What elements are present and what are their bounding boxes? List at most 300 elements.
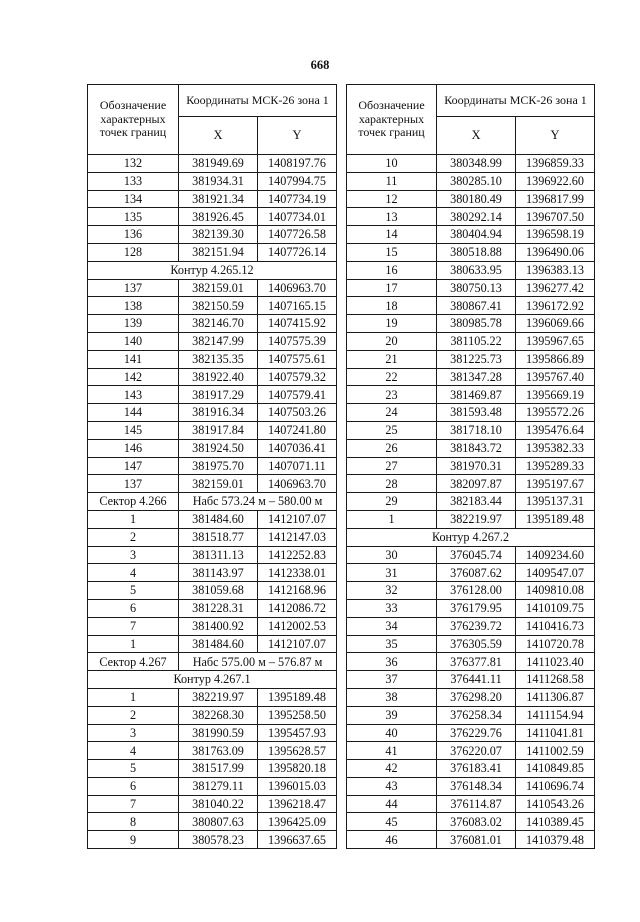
x-coordinate-cell: 380404.94 xyxy=(437,226,516,244)
x-coordinate-cell: 381279.11 xyxy=(179,777,258,795)
x-coordinate-cell: 376183.41 xyxy=(437,760,516,778)
point-id-cell: 145 xyxy=(88,421,179,439)
x-coordinate-cell: 380292.14 xyxy=(437,208,516,226)
table-row xyxy=(347,297,595,315)
table-row xyxy=(347,688,595,706)
y-coordinate-cell: 1410416.73 xyxy=(516,617,595,635)
contour-row xyxy=(347,528,595,546)
point-id-cell: 19 xyxy=(347,315,437,333)
x-column-header: X xyxy=(437,117,516,155)
y-coordinate-cell: 1396598.19 xyxy=(516,226,595,244)
table-row xyxy=(88,831,337,849)
y-coordinate-cell: 1395189.48 xyxy=(258,688,337,706)
point-id-cell: 3 xyxy=(88,546,179,564)
table-row xyxy=(88,795,337,813)
y-coordinate-cell: 1395669.19 xyxy=(516,386,595,404)
point-id-cell: 31 xyxy=(347,564,437,582)
x-coordinate-cell: 381922.40 xyxy=(179,368,258,386)
x-column-header: X xyxy=(179,117,258,155)
point-id-cell: 140 xyxy=(88,332,179,350)
x-coordinate-cell: 381518.77 xyxy=(179,528,258,546)
y-coordinate-cell: 1396859.33 xyxy=(516,155,595,173)
point-id-cell: 28 xyxy=(347,475,437,493)
point-id-cell: 13 xyxy=(347,208,437,226)
y-coordinate-cell: 1396637.65 xyxy=(258,831,337,849)
x-coordinate-cell: 381400.92 xyxy=(179,617,258,635)
table-row xyxy=(347,279,595,297)
point-id-cell: 146 xyxy=(88,439,179,457)
y-coordinate-cell: 1407579.32 xyxy=(258,368,337,386)
y-coordinate-cell: 1395572.26 xyxy=(516,404,595,422)
point-id-cell: 135 xyxy=(88,208,179,226)
y-coordinate-cell: 1407165.15 xyxy=(258,297,337,315)
point-id-cell: 136 xyxy=(88,226,179,244)
y-coordinate-cell: 1395197.67 xyxy=(516,475,595,493)
y-coordinate-cell: 1396490.06 xyxy=(516,243,595,261)
x-coordinate-cell: 382159.01 xyxy=(179,279,258,297)
point-id-cell: 37 xyxy=(347,671,437,689)
y-coordinate-cell: 1412338.01 xyxy=(258,564,337,582)
x-coordinate-cell: 381347.28 xyxy=(437,368,516,386)
y-coordinate-cell: 1411002.59 xyxy=(516,742,595,760)
x-coordinate-cell: 382147.99 xyxy=(179,332,258,350)
point-designation-header: Обозначение характерных точек границ xyxy=(88,85,179,155)
table-row xyxy=(88,439,337,457)
x-coordinate-cell: 382150.59 xyxy=(179,297,258,315)
x-coordinate-cell: 380633.95 xyxy=(437,261,516,279)
y-coordinate-cell: 1406963.70 xyxy=(258,475,337,493)
coordinates-table-right xyxy=(346,84,595,849)
point-id-cell: 4 xyxy=(88,564,179,582)
y-coordinate-cell: 1407503.26 xyxy=(258,404,337,422)
contour-row xyxy=(88,261,337,279)
y-coordinate-cell: 1409234.60 xyxy=(516,546,595,564)
point-id-cell: 10 xyxy=(347,155,437,173)
x-coordinate-cell: 376087.62 xyxy=(437,564,516,582)
point-id-cell: 43 xyxy=(347,777,437,795)
y-coordinate-cell: 1395137.31 xyxy=(516,493,595,511)
y-coordinate-cell: 1407575.39 xyxy=(258,332,337,350)
table-body-right xyxy=(347,155,595,849)
y-coordinate-cell: 1412252.83 xyxy=(258,546,337,564)
x-coordinate-cell: 376298.20 xyxy=(437,688,516,706)
sector-label: Сектор 4.266 xyxy=(88,493,179,511)
y-coordinate-cell: 1395476.64 xyxy=(516,421,595,439)
point-id-cell: 7 xyxy=(88,795,179,813)
table-row xyxy=(347,742,595,760)
point-id-cell: 132 xyxy=(88,155,179,173)
x-coordinate-cell: 382139.30 xyxy=(179,226,258,244)
y-coordinate-cell: 1395767.40 xyxy=(516,368,595,386)
point-id-cell: 33 xyxy=(347,599,437,617)
table-row xyxy=(88,421,337,439)
y-coordinate-cell: 1407071.11 xyxy=(258,457,337,475)
y-coordinate-cell: 1396172.92 xyxy=(516,297,595,315)
y-coordinate-cell: 1407415.92 xyxy=(258,315,337,333)
y-column-header: Y xyxy=(258,117,337,155)
table-row xyxy=(88,724,337,742)
point-id-cell: 35 xyxy=(347,635,437,653)
table-row xyxy=(88,350,337,368)
x-coordinate-cell: 381225.73 xyxy=(437,350,516,368)
x-coordinate-cell: 381517.99 xyxy=(179,760,258,778)
table-row xyxy=(347,599,595,617)
x-coordinate-cell: 381949.69 xyxy=(179,155,258,173)
table-row xyxy=(88,635,337,653)
x-coordinate-cell: 381228.31 xyxy=(179,599,258,617)
table-row xyxy=(88,564,337,582)
table-row xyxy=(88,813,337,831)
table-row xyxy=(88,243,337,261)
y-coordinate-cell: 1411023.40 xyxy=(516,653,595,671)
page-number: 668 xyxy=(310,58,330,72)
table-row xyxy=(347,635,595,653)
y-coordinate-cell: 1396922.60 xyxy=(516,172,595,190)
y-coordinate-cell: 1410543.26 xyxy=(516,795,595,813)
x-coordinate-cell: 382097.87 xyxy=(437,475,516,493)
sector-row xyxy=(88,653,337,671)
x-coordinate-cell: 381593.48 xyxy=(437,404,516,422)
table-row xyxy=(347,261,595,279)
point-id-cell: 32 xyxy=(347,582,437,600)
point-id-cell: 29 xyxy=(347,493,437,511)
x-coordinate-cell: 376148.34 xyxy=(437,777,516,795)
table-row xyxy=(347,226,595,244)
y-coordinate-cell: 1410849.85 xyxy=(516,760,595,778)
x-coordinate-cell: 381143.97 xyxy=(179,564,258,582)
point-id-cell: 15 xyxy=(347,243,437,261)
point-id-cell: 45 xyxy=(347,813,437,831)
table-body-left xyxy=(88,155,337,849)
y-coordinate-cell: 1396277.42 xyxy=(516,279,595,297)
table-row xyxy=(347,493,595,511)
y-coordinate-cell: 1396015.03 xyxy=(258,777,337,795)
x-coordinate-cell: 381970.31 xyxy=(437,457,516,475)
point-id-cell: 38 xyxy=(347,688,437,706)
point-id-cell: 39 xyxy=(347,706,437,724)
y-coordinate-cell: 1407036.41 xyxy=(258,439,337,457)
table-row xyxy=(347,582,595,600)
table-row xyxy=(88,777,337,795)
y-coordinate-cell: 1407241.80 xyxy=(258,421,337,439)
table-row xyxy=(88,617,337,635)
x-coordinate-cell: 382183.44 xyxy=(437,493,516,511)
y-coordinate-cell: 1412086.72 xyxy=(258,599,337,617)
table-row xyxy=(347,172,595,190)
x-coordinate-cell: 381718.10 xyxy=(437,421,516,439)
point-id-cell: 7 xyxy=(88,617,179,635)
table-row xyxy=(88,155,337,173)
y-coordinate-cell: 1406963.70 xyxy=(258,279,337,297)
point-id-cell: 6 xyxy=(88,777,179,795)
table-row xyxy=(88,172,337,190)
point-id-cell: 1 xyxy=(88,510,179,528)
table-row xyxy=(347,546,595,564)
table-row xyxy=(88,582,337,600)
x-coordinate-cell: 376128.00 xyxy=(437,582,516,600)
point-id-cell: 20 xyxy=(347,332,437,350)
y-coordinate-cell: 1396069.66 xyxy=(516,315,595,333)
x-coordinate-cell: 376083.02 xyxy=(437,813,516,831)
point-id-cell: 3 xyxy=(88,724,179,742)
x-coordinate-cell: 376258.34 xyxy=(437,706,516,724)
point-id-cell: 4 xyxy=(88,742,179,760)
y-coordinate-cell: 1396707.50 xyxy=(516,208,595,226)
y-coordinate-cell: 1395258.50 xyxy=(258,706,337,724)
y-coordinate-cell: 1408197.76 xyxy=(258,155,337,173)
point-id-cell: 27 xyxy=(347,457,437,475)
table-row xyxy=(88,599,337,617)
point-id-cell: 30 xyxy=(347,546,437,564)
point-id-cell: 1 xyxy=(347,510,437,528)
x-coordinate-cell: 380750.13 xyxy=(437,279,516,297)
table-row xyxy=(347,315,595,333)
point-id-cell: 12 xyxy=(347,190,437,208)
point-id-cell: 147 xyxy=(88,457,179,475)
coordinates-table-left xyxy=(87,84,337,849)
table-row xyxy=(88,742,337,760)
table-row xyxy=(347,386,595,404)
y-coordinate-cell: 1395820.18 xyxy=(258,760,337,778)
table-row xyxy=(88,546,337,564)
point-id-cell: 17 xyxy=(347,279,437,297)
y-coordinate-cell: 1412168.96 xyxy=(258,582,337,600)
point-id-cell: 142 xyxy=(88,368,179,386)
point-id-cell: 5 xyxy=(88,760,179,778)
point-id-cell: 141 xyxy=(88,350,179,368)
point-id-cell: 16 xyxy=(347,261,437,279)
x-coordinate-cell: 381921.34 xyxy=(179,190,258,208)
y-coordinate-cell: 1410379.48 xyxy=(516,831,595,849)
table-row xyxy=(88,315,337,333)
point-id-cell: 133 xyxy=(88,172,179,190)
x-coordinate-cell: 381917.29 xyxy=(179,386,258,404)
y-coordinate-cell: 1407579.41 xyxy=(258,386,337,404)
table-row xyxy=(347,190,595,208)
point-id-cell: 11 xyxy=(347,172,437,190)
y-coordinate-cell: 1411154.94 xyxy=(516,706,595,724)
table-row xyxy=(88,226,337,244)
x-coordinate-cell: 381916.34 xyxy=(179,404,258,422)
y-coordinate-cell: 1411306.87 xyxy=(516,688,595,706)
x-coordinate-cell: 381917.84 xyxy=(179,421,258,439)
table-row xyxy=(88,760,337,778)
point-id-cell: 44 xyxy=(347,795,437,813)
y-coordinate-cell: 1411041.81 xyxy=(516,724,595,742)
point-id-cell: 137 xyxy=(88,279,179,297)
x-coordinate-cell: 380180.49 xyxy=(437,190,516,208)
y-coordinate-cell: 1407734.01 xyxy=(258,208,337,226)
y-coordinate-cell: 1410720.78 xyxy=(516,635,595,653)
point-id-cell: 9 xyxy=(88,831,179,849)
contour-row xyxy=(88,671,337,689)
x-coordinate-cell: 381990.59 xyxy=(179,724,258,742)
table-row xyxy=(88,510,337,528)
y-coordinate-cell: 1410109.75 xyxy=(516,599,595,617)
point-id-cell: 1 xyxy=(88,635,179,653)
table-row xyxy=(88,706,337,724)
point-id-cell: 34 xyxy=(347,617,437,635)
contour-label: Контур 4.267.2 xyxy=(347,528,595,546)
table-row xyxy=(347,813,595,831)
y-coordinate-cell: 1412107.07 xyxy=(258,635,337,653)
x-coordinate-cell: 381311.13 xyxy=(179,546,258,564)
elevation-range: Набс 573.24 м – 580.00 м xyxy=(179,493,337,511)
x-coordinate-cell: 382219.97 xyxy=(179,688,258,706)
x-coordinate-cell: 381763.09 xyxy=(179,742,258,760)
sector-label: Сектор 4.267 xyxy=(88,653,179,671)
elevation-range: Набс 575.00 м – 576.87 м xyxy=(179,653,337,671)
y-coordinate-cell: 1395457.93 xyxy=(258,724,337,742)
y-coordinate-cell: 1412002.53 xyxy=(258,617,337,635)
table-row xyxy=(347,760,595,778)
table-row xyxy=(347,332,595,350)
y-coordinate-cell: 1396383.13 xyxy=(516,261,595,279)
table-row xyxy=(347,368,595,386)
y-column-header: Y xyxy=(516,117,595,155)
table-row xyxy=(347,421,595,439)
table-row xyxy=(88,386,337,404)
table-row xyxy=(347,243,595,261)
x-coordinate-cell: 382159.01 xyxy=(179,475,258,493)
contour-label: Контур 4.265.12 xyxy=(88,261,337,279)
x-coordinate-cell: 380518.88 xyxy=(437,243,516,261)
table-row xyxy=(88,404,337,422)
table-row xyxy=(347,475,595,493)
point-designation-header: Обозначение характерных точек границ xyxy=(347,85,437,155)
y-coordinate-cell: 1395866.89 xyxy=(516,350,595,368)
table-row xyxy=(347,439,595,457)
point-id-cell: 21 xyxy=(347,350,437,368)
x-coordinate-cell: 380807.63 xyxy=(179,813,258,831)
x-coordinate-cell: 376179.95 xyxy=(437,599,516,617)
table-row xyxy=(347,208,595,226)
table-row xyxy=(88,528,337,546)
y-coordinate-cell: 1395189.48 xyxy=(516,510,595,528)
y-coordinate-cell: 1410389.45 xyxy=(516,813,595,831)
y-coordinate-cell: 1407575.61 xyxy=(258,350,337,368)
point-id-cell: 26 xyxy=(347,439,437,457)
x-coordinate-cell: 381040.22 xyxy=(179,795,258,813)
point-id-cell: 139 xyxy=(88,315,179,333)
point-id-cell: 25 xyxy=(347,421,437,439)
x-coordinate-cell: 380578.23 xyxy=(179,831,258,849)
x-coordinate-cell: 381975.70 xyxy=(179,457,258,475)
y-coordinate-cell: 1407726.58 xyxy=(258,226,337,244)
y-coordinate-cell: 1410696.74 xyxy=(516,777,595,795)
y-coordinate-cell: 1395967.65 xyxy=(516,332,595,350)
x-coordinate-cell: 381059.68 xyxy=(179,582,258,600)
x-coordinate-cell: 381924.50 xyxy=(179,439,258,457)
table-row xyxy=(347,457,595,475)
table-row xyxy=(88,279,337,297)
x-coordinate-cell: 381105.22 xyxy=(437,332,516,350)
point-id-cell: 144 xyxy=(88,404,179,422)
x-coordinate-cell: 376045.74 xyxy=(437,546,516,564)
table-row xyxy=(347,795,595,813)
x-coordinate-cell: 381484.60 xyxy=(179,635,258,653)
coordinate-system-header: Координаты МСК-26 зона 1 xyxy=(437,85,595,117)
y-coordinate-cell: 1412147.03 xyxy=(258,528,337,546)
x-coordinate-cell: 376081.01 xyxy=(437,831,516,849)
point-id-cell: 138 xyxy=(88,297,179,315)
point-id-cell: 2 xyxy=(88,706,179,724)
point-id-cell: 6 xyxy=(88,599,179,617)
table-row xyxy=(88,688,337,706)
x-coordinate-cell: 381926.45 xyxy=(179,208,258,226)
y-coordinate-cell: 1396218.47 xyxy=(258,795,337,813)
table-row xyxy=(88,368,337,386)
table-row xyxy=(347,404,595,422)
table-row xyxy=(88,457,337,475)
contour-label: Контур 4.267.1 xyxy=(88,671,337,689)
coordinate-system-header: Координаты МСК-26 зона 1 xyxy=(179,85,337,117)
x-coordinate-cell: 376305.59 xyxy=(437,635,516,653)
y-coordinate-cell: 1407734.19 xyxy=(258,190,337,208)
point-id-cell: 128 xyxy=(88,243,179,261)
x-coordinate-cell: 376229.76 xyxy=(437,724,516,742)
point-id-cell: 36 xyxy=(347,653,437,671)
table-row xyxy=(88,475,337,493)
point-id-cell: 2 xyxy=(88,528,179,546)
point-id-cell: 134 xyxy=(88,190,179,208)
x-coordinate-cell: 376441.11 xyxy=(437,671,516,689)
table-row xyxy=(88,297,337,315)
table-row xyxy=(347,831,595,849)
x-coordinate-cell: 382219.97 xyxy=(437,510,516,528)
table-row xyxy=(347,653,595,671)
table-row xyxy=(347,617,595,635)
point-id-cell: 41 xyxy=(347,742,437,760)
y-coordinate-cell: 1409810.08 xyxy=(516,582,595,600)
y-coordinate-cell: 1396425.09 xyxy=(258,813,337,831)
x-coordinate-cell: 381469.87 xyxy=(437,386,516,404)
point-id-cell: 14 xyxy=(347,226,437,244)
point-id-cell: 24 xyxy=(347,404,437,422)
y-coordinate-cell: 1395382.33 xyxy=(516,439,595,457)
point-id-cell: 46 xyxy=(347,831,437,849)
x-coordinate-cell: 376239.72 xyxy=(437,617,516,635)
point-id-cell: 40 xyxy=(347,724,437,742)
x-coordinate-cell: 382151.94 xyxy=(179,243,258,261)
point-id-cell: 137 xyxy=(88,475,179,493)
x-coordinate-cell: 376220.07 xyxy=(437,742,516,760)
x-coordinate-cell: 381934.31 xyxy=(179,172,258,190)
point-id-cell: 23 xyxy=(347,386,437,404)
y-coordinate-cell: 1407726.14 xyxy=(258,243,337,261)
y-coordinate-cell: 1395628.57 xyxy=(258,742,337,760)
y-coordinate-cell: 1411268.58 xyxy=(516,671,595,689)
point-id-cell: 22 xyxy=(347,368,437,386)
point-id-cell: 42 xyxy=(347,760,437,778)
x-coordinate-cell: 382135.35 xyxy=(179,350,258,368)
table-row xyxy=(347,350,595,368)
x-coordinate-cell: 381484.60 xyxy=(179,510,258,528)
x-coordinate-cell: 376377.81 xyxy=(437,653,516,671)
table-row xyxy=(88,190,337,208)
point-id-cell: 1 xyxy=(88,688,179,706)
table-row xyxy=(347,777,595,795)
point-id-cell: 18 xyxy=(347,297,437,315)
sector-row xyxy=(88,493,337,511)
y-coordinate-cell: 1395289.33 xyxy=(516,457,595,475)
x-coordinate-cell: 380285.10 xyxy=(437,172,516,190)
x-coordinate-cell: 380867.41 xyxy=(437,297,516,315)
y-coordinate-cell: 1396817.99 xyxy=(516,190,595,208)
table-row xyxy=(347,510,595,528)
x-coordinate-cell: 381843.72 xyxy=(437,439,516,457)
y-coordinate-cell: 1412107.07 xyxy=(258,510,337,528)
